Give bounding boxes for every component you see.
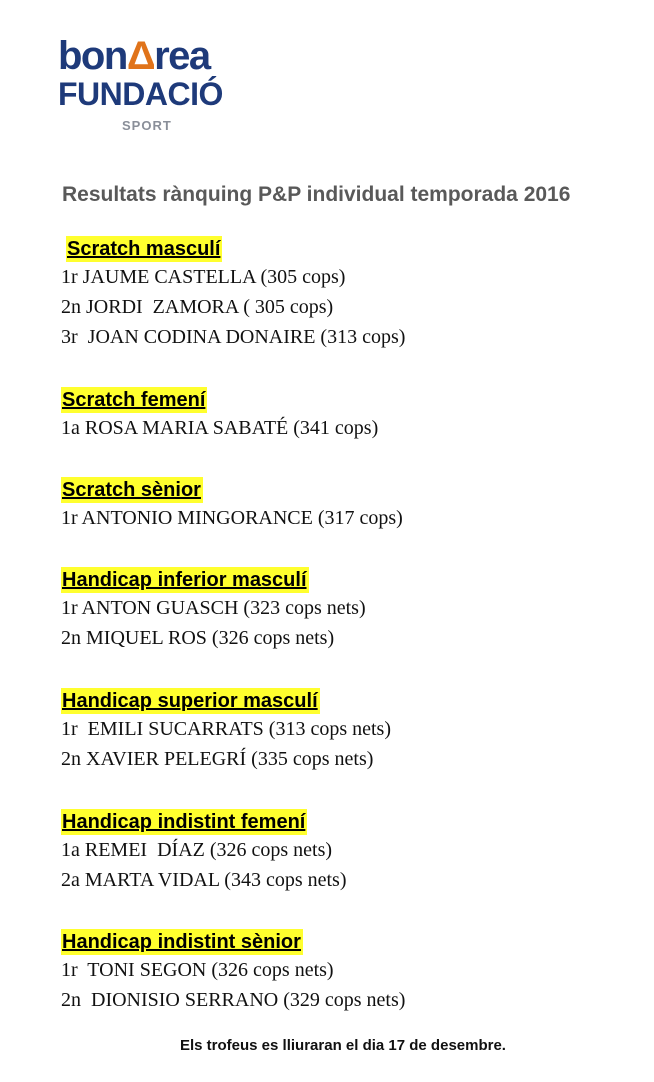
category-heading: Handicap indistint sènior (62, 931, 301, 953)
category-heading: Handicap inferior masculí (62, 569, 307, 591)
section-handicap-indistint-femeni (61, 809, 347, 895)
category-heading: Handicap indistint femení (62, 811, 306, 833)
section-scratch-masculi (61, 236, 405, 352)
section-handicap-superior-masculi (61, 688, 391, 774)
result-entry: 1r JAUME CASTELLA (305 cops) (61, 266, 346, 288)
result-entry: 2n DIONISIO SERRANO (329 cops nets) (61, 989, 406, 1011)
logo-sport: SPORT (122, 118, 172, 133)
category-heading: Scratch masculí (67, 238, 221, 260)
page-title: Resultats rànquing P&P individual temporada 2016 (62, 183, 571, 206)
footer-note: Els trofeus es lliuraran el dia 17 de desembre. (180, 1037, 506, 1054)
result-entry: 1r ANTONIO MINGORANCE (317 cops) (61, 507, 403, 529)
logo-fundacio: FUNDACIÓ (58, 76, 223, 112)
result-entry: 2n XAVIER PELEGRÍ (335 cops nets) (61, 748, 374, 770)
result-entry: 1r ANTON GUASCH (323 cops nets) (61, 597, 366, 619)
result-entry: 2a MARTA VIDAL (343 cops nets) (61, 869, 347, 891)
category-heading: Handicap superior masculí (62, 690, 318, 712)
section-handicap-indistint-senior (61, 929, 405, 1015)
section-scratch-senior (61, 477, 403, 533)
result-entry: 2n MIQUEL ROS (326 cops nets) (61, 627, 335, 649)
result-entry: 1a REMEI DÍAZ (326 cops nets) (61, 839, 333, 861)
result-entry: 1a ROSA MARIA SABATÉ (341 cops) (61, 417, 379, 439)
result-entry: 1r TONI SEGON (326 cops nets) (61, 959, 334, 981)
category-heading: Scratch femení (62, 389, 206, 411)
section-handicap-inferior-masculi (61, 567, 366, 653)
result-entry: 1r EMILI SUCARRATS (313 cops nets) (61, 718, 391, 740)
result-entry: 2n JORDI ZAMORA ( 305 cops) (61, 296, 334, 318)
section-scratch-femeni (61, 387, 378, 443)
category-heading: Scratch sènior (62, 479, 201, 501)
bonarea-fundacio-logo (58, 36, 258, 136)
result-entry: 3r JOAN CODINA DONAIRE (313 cops) (61, 326, 406, 348)
logo-wordmark: bonΔrea (58, 34, 210, 78)
logo-leaf-a: Δ (126, 34, 155, 78)
